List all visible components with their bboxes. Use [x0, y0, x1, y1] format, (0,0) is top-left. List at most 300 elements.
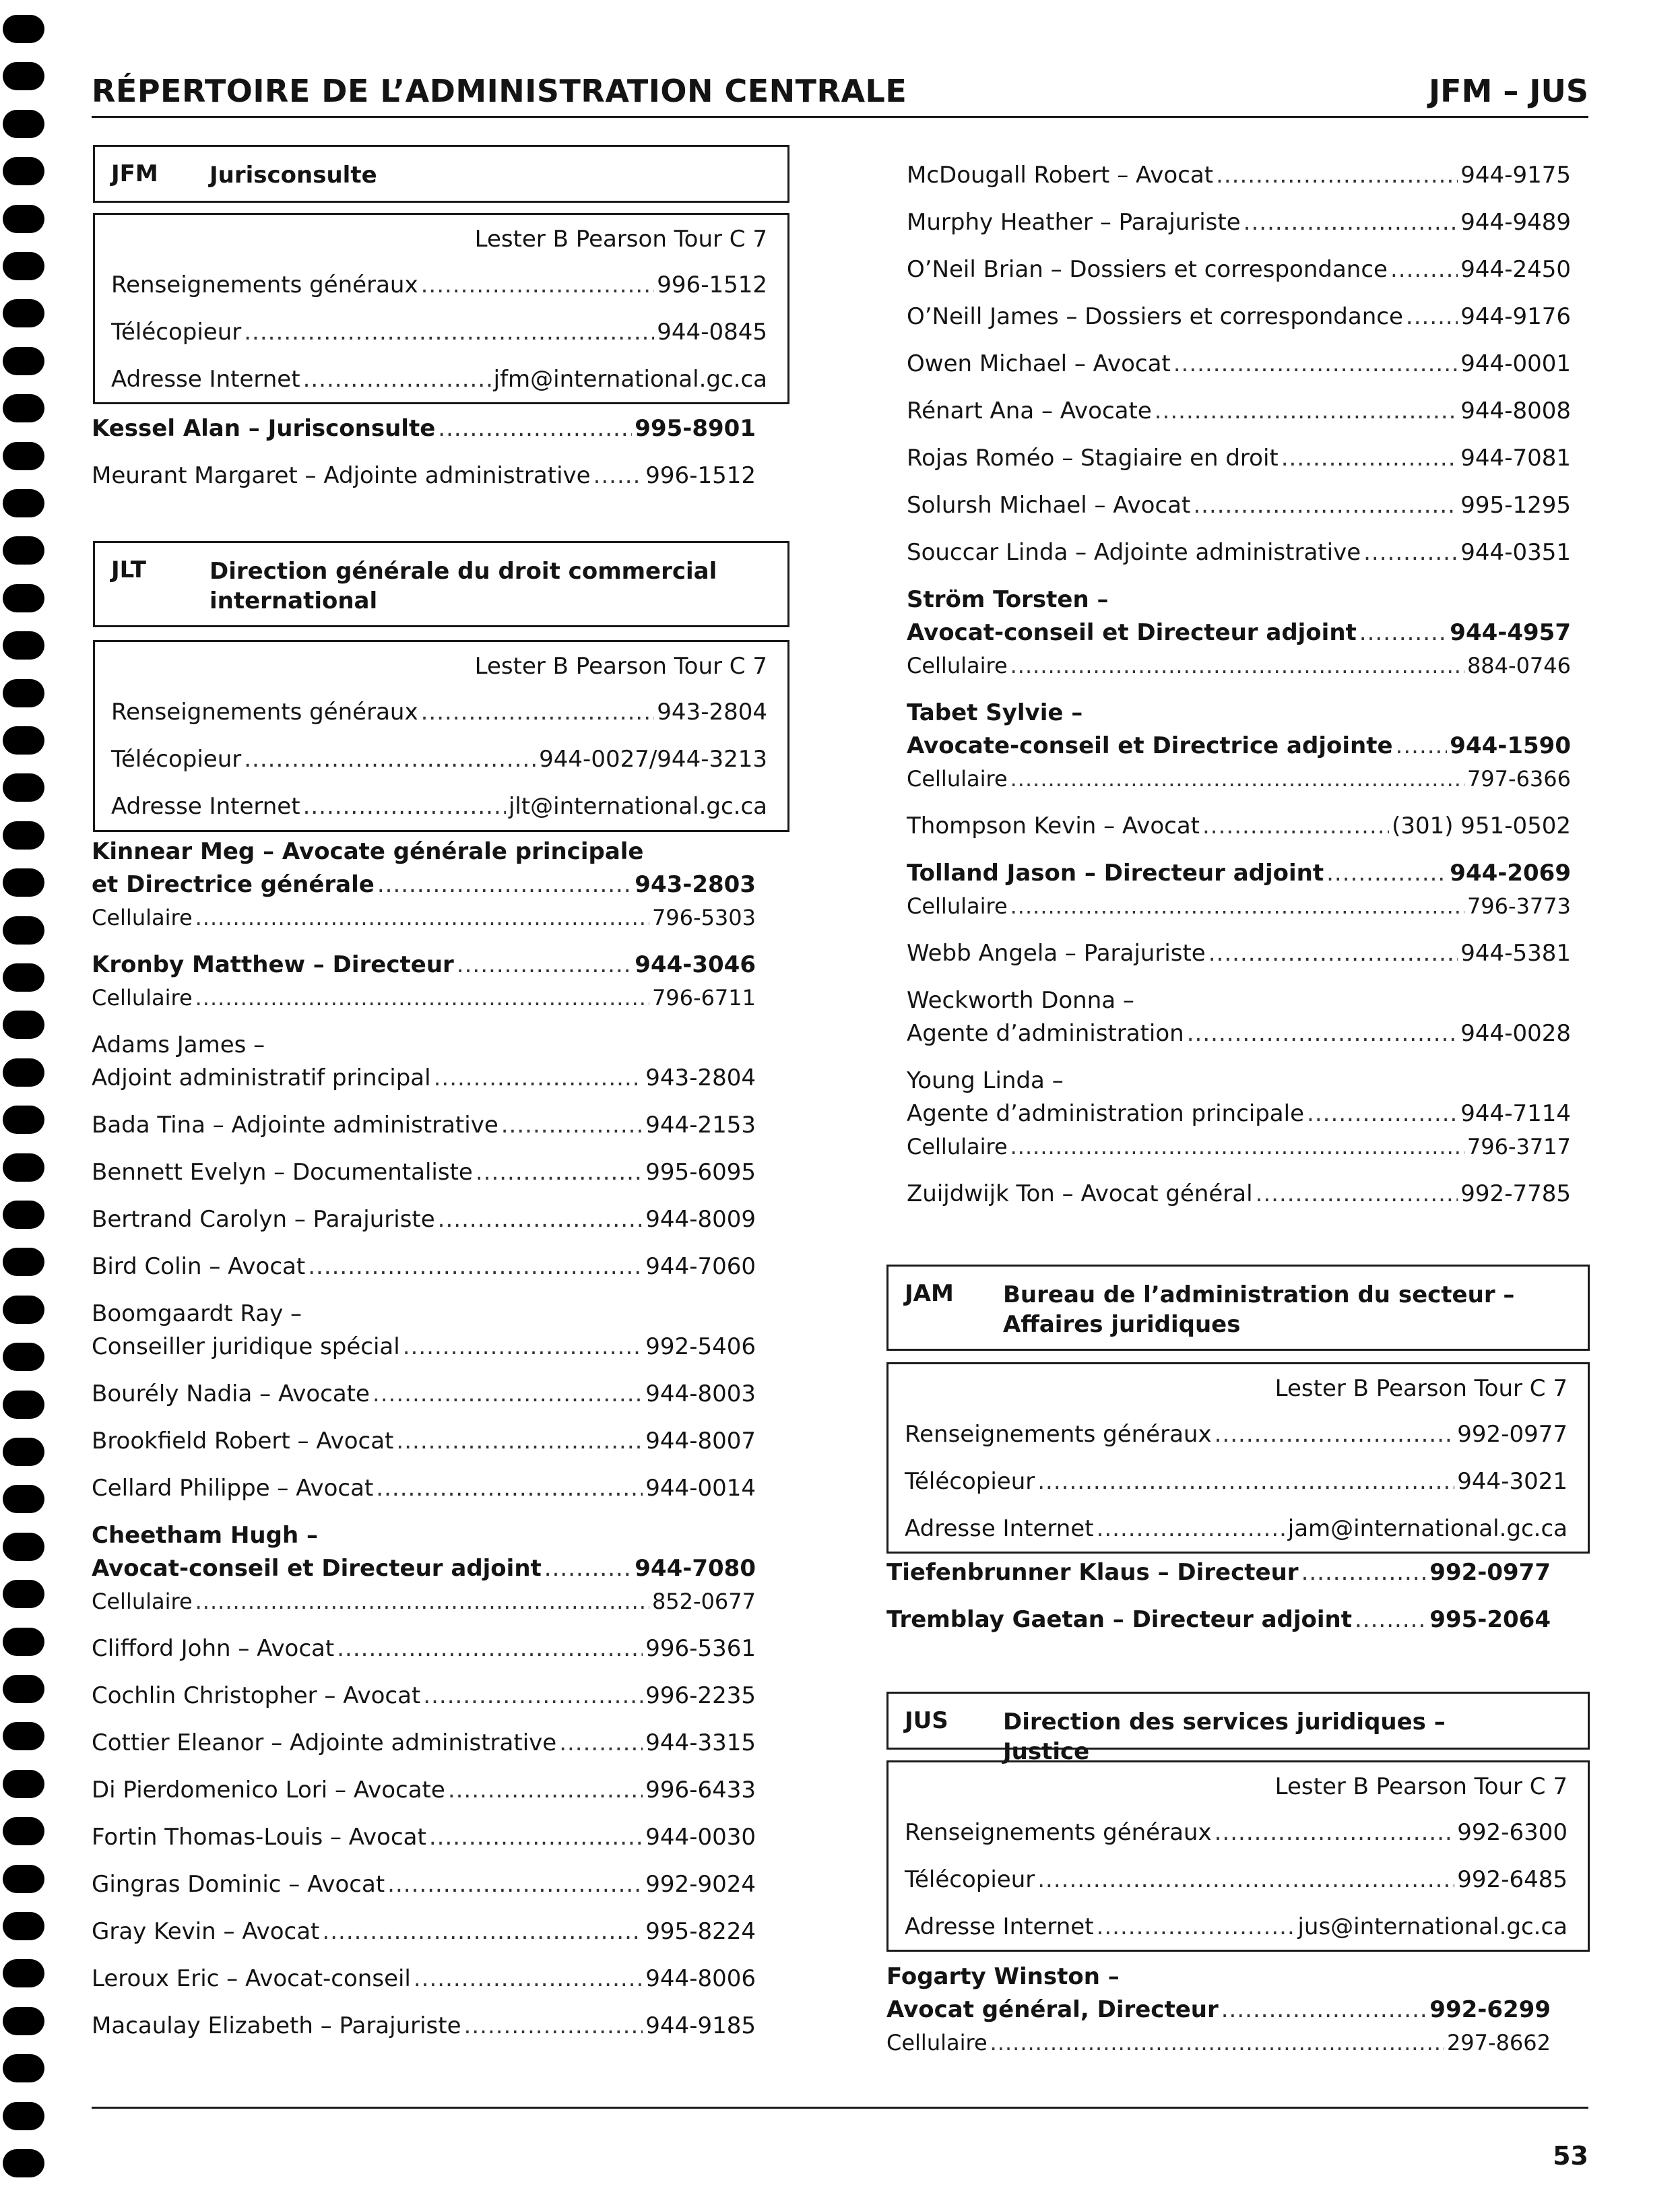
entry-name: Conseiller juridique spécial — [92, 1333, 400, 1360]
entry-phone: 944-7080 — [635, 1555, 756, 1582]
binder-hole — [3, 2054, 44, 2082]
entry-phone: 944-0030 — [645, 1824, 756, 1851]
entry-name: O’Neil Brian – Dossiers et correspondance — [907, 256, 1388, 283]
info-row — [111, 363, 767, 396]
entry-line — [92, 1331, 756, 1364]
page-number: 53 — [1553, 2141, 1588, 2171]
entry-line — [907, 442, 1571, 475]
entry-phone: 943-2804 — [645, 1064, 756, 1091]
entry-phone: 944-7060 — [645, 1253, 756, 1280]
entry-name: Avocat général, Directeur — [886, 1996, 1219, 2023]
section-header-jam — [886, 1265, 1590, 1351]
entry-phone: 944-0351 — [1460, 539, 1571, 566]
binder-hole — [3, 584, 44, 612]
entry-line — [92, 1156, 756, 1189]
entry-name: Bourély Nadia – Avocate — [92, 1380, 370, 1407]
leader-dots — [1359, 616, 1448, 649]
entry-line — [92, 1680, 756, 1713]
entry-phone: 992-7785 — [1460, 1180, 1571, 1207]
address: Lester B Pearson Tour C 7 — [1274, 1375, 1568, 1402]
binder-hole — [3, 916, 44, 945]
binder-hole — [3, 489, 44, 517]
directory-entry — [92, 1203, 756, 1236]
info-row — [111, 696, 767, 729]
entry-line — [907, 857, 1571, 890]
entry-name: Rojas Roméo – Stagiaire en droit — [907, 445, 1279, 472]
entry-phone: 944-3315 — [645, 1729, 756, 1756]
binder-hole — [3, 205, 44, 233]
cellulaire-line — [92, 901, 756, 934]
entry-name: Cellulaire — [92, 1589, 193, 1614]
directory-entry — [92, 835, 756, 934]
binder-hole — [3, 1817, 44, 1845]
info-box-jlt — [93, 640, 789, 832]
binder-hole — [3, 1296, 44, 1324]
entry-line — [92, 412, 756, 445]
info-row — [111, 790, 767, 823]
info-value: 944-0845 — [657, 319, 767, 346]
binder-hole — [3, 963, 44, 992]
binder-hole — [3, 1722, 44, 1750]
info-box-jam — [886, 1362, 1590, 1554]
directory-entry — [907, 159, 1571, 192]
leader-dots — [438, 412, 632, 445]
entry-phone: 995-6095 — [645, 1159, 756, 1186]
entry-phone: 944-0014 — [645, 1475, 756, 1502]
directory-entry — [907, 984, 1571, 1050]
entry-line — [92, 1062, 756, 1095]
entry-name: Rénart Ana – Avocate — [907, 397, 1152, 424]
info-row — [905, 1512, 1568, 1545]
entry-name: Clifford John – Avocat — [92, 1635, 335, 1662]
directory-entry — [907, 300, 1571, 333]
leader-dots — [1010, 890, 1464, 923]
leader-dots — [1307, 1097, 1458, 1130]
cellulaire-line — [92, 982, 756, 1015]
binder-hole — [3, 1058, 44, 1087]
info-value: jfm@international.gc.ca — [493, 366, 767, 393]
entry-name: Tremblay Gaetan – Directeur adjoint — [886, 1606, 1352, 1633]
info-row — [111, 316, 767, 349]
address: Lester B Pearson Tour C 7 — [474, 653, 767, 680]
entry-phone: 944-8009 — [645, 1206, 756, 1233]
entry-name: Thompson Kevin – Avocat — [907, 812, 1200, 839]
entry-name: Bertrand Carolyn – Parajuriste — [92, 1206, 435, 1233]
entry-phone: 852-0677 — [651, 1589, 756, 1614]
section-code: JFM — [111, 160, 158, 187]
binder-hole — [3, 1343, 44, 1371]
directory-entry — [92, 1963, 756, 1996]
section-header-jus — [886, 1692, 1590, 1765]
entry-name-line: Ström Torsten – — [907, 586, 1109, 613]
entry-phone: 796-6711 — [651, 985, 756, 1011]
entry-name: Bennett Evelyn – Documentaliste — [92, 1159, 473, 1186]
leader-dots — [322, 1915, 643, 1948]
entry-phone: 944-2450 — [1460, 256, 1571, 283]
entry-line — [92, 868, 756, 901]
leader-dots — [544, 1552, 633, 1585]
directory-entry — [907, 583, 1571, 682]
cellulaire-line — [907, 1130, 1571, 1163]
entry-phone: 297-8662 — [1446, 2030, 1551, 2055]
entry-phone: 943-2803 — [635, 871, 756, 898]
entry-name: Gingras Dominic – Avocat — [92, 1871, 385, 1898]
leader-dots — [438, 1203, 643, 1236]
info-label: Renseignements généraux — [111, 699, 418, 726]
directory-entry — [886, 1603, 1551, 1636]
entry-phone: 992-5406 — [645, 1333, 756, 1360]
directory-entry — [92, 1868, 756, 1901]
directory-entry — [886, 1960, 1551, 2060]
entry-name: Brookfield Robert – Avocat — [92, 1428, 394, 1455]
info-label: Renseignements généraux — [905, 1421, 1212, 1448]
section-code: JAM — [905, 1280, 954, 1307]
entry-phone: 944-9489 — [1460, 209, 1571, 236]
entry-name: Tiefenbrunner Klaus – Directeur — [886, 1559, 1299, 1586]
info-row — [905, 1863, 1568, 1896]
directory-entry — [92, 1029, 756, 1095]
entry-phone: 996-6433 — [645, 1777, 756, 1804]
entry-line — [907, 206, 1571, 239]
section-title: Direction des services juridiques – Justice — [1003, 1709, 1446, 1765]
footer-rule — [92, 2107, 1588, 2109]
entry-name-line: Boomgaardt Ray – — [92, 1300, 302, 1327]
leader-dots — [1390, 253, 1458, 286]
info-label: Renseignements généraux — [111, 272, 418, 298]
info-value: 943-2804 — [657, 699, 767, 726]
address: Lester B Pearson Tour C 7 — [474, 226, 767, 253]
binder-hole — [3, 394, 44, 422]
binder-hole — [3, 1438, 44, 1466]
entry-phone: 995-1295 — [1460, 492, 1571, 519]
leader-dots — [457, 949, 632, 982]
info-row — [905, 1465, 1568, 1498]
info-value: 992-0977 — [1457, 1421, 1568, 1448]
binder-hole — [3, 1485, 44, 1513]
leader-dots — [195, 1585, 649, 1618]
directory-entry — [92, 1156, 756, 1189]
section-header-jlt — [93, 541, 789, 627]
binder-hole — [3, 773, 44, 802]
info-label: Télécopieur — [905, 1468, 1035, 1495]
binder-hole — [3, 1628, 44, 1656]
entry-phone: 944-8008 — [1460, 397, 1571, 424]
leader-dots — [1208, 937, 1458, 970]
leader-dots — [1363, 536, 1458, 569]
directory-entry — [92, 1680, 756, 1713]
entry-line — [907, 616, 1571, 649]
leader-dots — [1010, 763, 1464, 796]
binder-hole — [3, 726, 44, 755]
entry-phone: 796-5303 — [651, 905, 756, 930]
directory-entry — [92, 1632, 756, 1665]
entry-phone: 944-2153 — [645, 1112, 756, 1139]
leader-dots — [1155, 395, 1458, 428]
entry-name: Leroux Eric – Avocat-conseil — [92, 1965, 411, 1992]
cellulaire-line — [886, 2027, 1551, 2060]
page-title: RÉPERTOIRE DE L’ADMINISTRATION CENTRALE — [92, 73, 907, 109]
entry-name: Cellulaire — [907, 1134, 1008, 1159]
leader-dots — [1243, 206, 1458, 239]
entry-line — [907, 536, 1571, 569]
entry-phone: 995-8901 — [635, 415, 756, 442]
leader-dots — [1193, 489, 1458, 522]
leader-dots — [337, 1632, 643, 1665]
directory-entry — [907, 536, 1571, 569]
entry-line — [92, 1963, 756, 1996]
entry-name: Tolland Jason – Directeur adjoint — [907, 860, 1324, 887]
leader-dots — [423, 1680, 643, 1713]
entry-phone: 944-2069 — [1450, 860, 1571, 887]
entry-line — [907, 395, 1571, 428]
entry-phone: 944-3046 — [635, 951, 756, 978]
entry-phone: (301) 951-0502 — [1392, 812, 1571, 839]
directory-entry — [92, 1472, 756, 1505]
leader-dots — [1173, 348, 1458, 381]
entry-line — [907, 159, 1571, 192]
info-row — [111, 743, 767, 776]
entry-name: Gray Kevin – Avocat — [92, 1918, 320, 1945]
entry-line — [907, 1017, 1571, 1050]
leader-dots — [476, 1156, 643, 1189]
entry-name: Cellard Philippe – Avocat — [92, 1475, 374, 1502]
entry-name: O’Neill James – Dossiers et correspondance — [907, 303, 1403, 330]
entry-phone: 944-8006 — [645, 1965, 756, 1992]
directory-entry — [886, 1556, 1551, 1589]
info-value: 996-1512 — [657, 272, 767, 298]
entry-phone: 944-8003 — [645, 1380, 756, 1407]
entry-line — [92, 1915, 756, 1948]
directory-entry — [907, 348, 1571, 381]
cellulaire-line — [907, 890, 1571, 923]
entry-line — [886, 1603, 1551, 1636]
info-row — [111, 269, 767, 302]
entry-name: Solursh Michael – Avocat — [907, 492, 1191, 519]
leader-dots — [1010, 649, 1464, 682]
directory-entry — [907, 253, 1571, 286]
directory-entry — [92, 1519, 756, 1618]
binder-hole — [3, 1912, 44, 1940]
directory-entry — [92, 1425, 756, 1458]
binder-hole — [3, 1201, 44, 1229]
leader-dots — [1202, 810, 1389, 843]
entry-name: Cellulaire — [907, 893, 1008, 919]
entry-name: Meurant Margaret – Adjointe administrative — [92, 462, 591, 489]
directory-entry — [907, 1178, 1571, 1211]
info-value: 944-3021 — [1457, 1468, 1568, 1495]
leader-dots — [1301, 1556, 1427, 1589]
entry-line — [886, 1993, 1551, 2027]
entry-phone: 944-9185 — [645, 2012, 756, 2039]
directory-entry — [92, 2010, 756, 2043]
entry-phone: 944-4957 — [1450, 619, 1571, 646]
entry-line — [907, 1178, 1571, 1211]
entry-phone: 797-6366 — [1466, 766, 1571, 792]
directory-entry — [907, 442, 1571, 475]
binder-hole — [3, 1959, 44, 1987]
leader-dots — [195, 982, 649, 1015]
entry-name: Murphy Heather – Parajuriste — [907, 209, 1241, 236]
entry-line — [907, 1097, 1571, 1130]
leader-dots — [593, 459, 643, 492]
directory-entry — [907, 810, 1571, 843]
entry-line — [92, 1868, 756, 1901]
entry-name: Fortin Thomas-Louis – Avocat — [92, 1824, 426, 1851]
entry-name: Owen Michael – Avocat — [907, 350, 1171, 377]
leader-dots — [1187, 1017, 1458, 1050]
page-code-range: JFM – JUS — [1429, 73, 1588, 109]
leader-dots — [1281, 442, 1458, 475]
binder-hole — [3, 62, 44, 90]
entry-name: McDougall Robert – Avocat — [907, 162, 1214, 189]
entry-phone: 796-3773 — [1466, 893, 1571, 919]
entry-name-line: Kinnear Meg – Avocate générale principale — [92, 838, 644, 865]
entry-name-line: Weckworth Donna – — [907, 987, 1134, 1014]
leader-dots — [1010, 1130, 1464, 1163]
address: Lester B Pearson Tour C 7 — [1274, 1773, 1568, 1800]
binder-hole — [3, 2007, 44, 2035]
entry-phone: 796-3717 — [1466, 1134, 1571, 1159]
section-title: Bureau de l’administration du secteur – Affaires juridiques — [1003, 1281, 1515, 1338]
leader-dots — [1355, 1603, 1427, 1636]
entry-name: Agente d’administration principale — [907, 1100, 1305, 1127]
directory-entry — [907, 857, 1571, 923]
entry-name: Cellulaire — [907, 766, 1008, 792]
info-value: 992-6300 — [1457, 1819, 1568, 1846]
entry-phone: 944-1590 — [1450, 732, 1571, 759]
directory-entry — [92, 949, 756, 1015]
info-label: Adresse Internet — [905, 1515, 1094, 1542]
leader-dots — [387, 1868, 643, 1901]
entry-line — [907, 300, 1571, 333]
info-label: Adresse Internet — [111, 793, 300, 820]
binder-hole — [3, 1865, 44, 1893]
entry-phone: 884-0746 — [1466, 653, 1571, 678]
entry-line — [886, 1556, 1551, 1589]
entry-name: Webb Angela – Parajuriste — [907, 940, 1206, 967]
binder-hole — [3, 1770, 44, 1798]
binder-hole — [3, 1391, 44, 1419]
directory-entry — [92, 1774, 756, 1807]
leader-dots — [464, 2010, 643, 2043]
entry-line — [907, 489, 1571, 522]
entry-name: Avocat-conseil et Directeur adjoint — [92, 1555, 542, 1582]
info-label: Télécopieur — [905, 1866, 1035, 1893]
binder-hole — [3, 868, 44, 897]
directory-entry — [92, 1109, 756, 1142]
info-label: Adresse Internet — [905, 1913, 1094, 1940]
binder-hole — [3, 15, 44, 43]
binder-hole — [3, 157, 44, 185]
info-label: Télécopieur — [111, 319, 242, 346]
directory-entry — [907, 1064, 1571, 1163]
binder-hole — [3, 1533, 44, 1561]
entry-name: Souccar Linda – Adjointe administrative — [907, 539, 1361, 566]
directory-entry — [907, 489, 1571, 522]
leader-dots — [434, 1062, 643, 1095]
leader-dots — [308, 1250, 643, 1283]
entry-phone: 995-8224 — [645, 1918, 756, 1945]
entry-line — [907, 937, 1571, 970]
info-row — [905, 1816, 1568, 1849]
entry-line — [92, 1203, 756, 1236]
binder-hole — [3, 1106, 44, 1134]
entry-name-line: Adams James – — [92, 1031, 265, 1058]
entry-line — [92, 2010, 756, 2043]
entry-phone: 992-9024 — [645, 1871, 756, 1898]
entry-phone: 996-1512 — [645, 462, 756, 489]
entry-name-line: Young Linda – — [907, 1067, 1064, 1094]
entry-line — [92, 1472, 756, 1505]
leader-dots — [448, 1774, 643, 1807]
entry-line — [92, 459, 756, 492]
entry-name: Zuijdwijk Ton – Avocat général — [907, 1180, 1253, 1207]
info-value: jam@international.gc.ca — [1287, 1515, 1568, 1542]
info-box-jus — [886, 1760, 1590, 1952]
binder-hole — [3, 110, 44, 138]
entry-phone: 944-8007 — [645, 1428, 756, 1455]
directory-entry — [92, 412, 756, 445]
directory-entry — [92, 1821, 756, 1854]
leader-dots — [1256, 1178, 1458, 1211]
leader-dots — [1221, 1993, 1427, 2027]
leader-dots — [414, 1963, 643, 1996]
entry-line — [92, 1632, 756, 1665]
leader-dots — [1406, 300, 1458, 333]
info-value: 992-6485 — [1457, 1866, 1568, 1893]
entry-name: Kessel Alan – Jurisconsulte — [92, 415, 436, 442]
cellulaire-line — [907, 763, 1571, 796]
entry-phone: 944-0001 — [1460, 350, 1571, 377]
entry-name: Bird Colin – Avocat — [92, 1253, 306, 1280]
binder-hole — [3, 2149, 44, 2177]
entry-line — [92, 1774, 756, 1807]
leader-dots — [559, 1727, 643, 1760]
leader-dots — [377, 868, 632, 901]
entry-name: Macaulay Elizabeth – Parajuriste — [92, 2012, 461, 2039]
entry-phone: 992-6299 — [1429, 1996, 1551, 2023]
leader-dots — [1326, 857, 1447, 890]
entry-name: Cellulaire — [886, 2030, 988, 2055]
directory-entry — [907, 697, 1571, 796]
section-title: Direction générale du droit commercial international — [209, 558, 717, 614]
binder-hole — [3, 442, 44, 470]
binder-hole — [3, 252, 44, 280]
leader-dots — [373, 1378, 643, 1411]
entry-line — [92, 949, 756, 982]
entry-name: Cottier Eleanor – Adjointe administrative — [92, 1729, 557, 1756]
entry-name: Di Pierdomenico Lori – Avocate — [92, 1777, 445, 1804]
binder-hole — [3, 679, 44, 707]
section-header-jfm — [93, 145, 789, 203]
directory-entry — [92, 1915, 756, 1948]
directory-entry — [907, 937, 1571, 970]
entry-name: Cellulaire — [907, 653, 1008, 678]
directory-entry — [907, 395, 1571, 428]
info-row — [905, 1911, 1568, 1944]
entry-phone: 944-7114 — [1460, 1100, 1571, 1127]
info-label: Renseignements généraux — [905, 1819, 1212, 1846]
leader-dots — [195, 901, 649, 934]
binder-hole — [3, 299, 44, 327]
section-code: JUS — [905, 1707, 948, 1734]
entry-line — [907, 253, 1571, 286]
binder-hole — [3, 631, 44, 660]
entry-name-line: Tabet Sylvie – — [907, 699, 1083, 726]
entry-phone: 996-2235 — [645, 1682, 756, 1709]
cellulaire-line — [92, 1585, 756, 1618]
binder-hole — [3, 1580, 44, 1608]
